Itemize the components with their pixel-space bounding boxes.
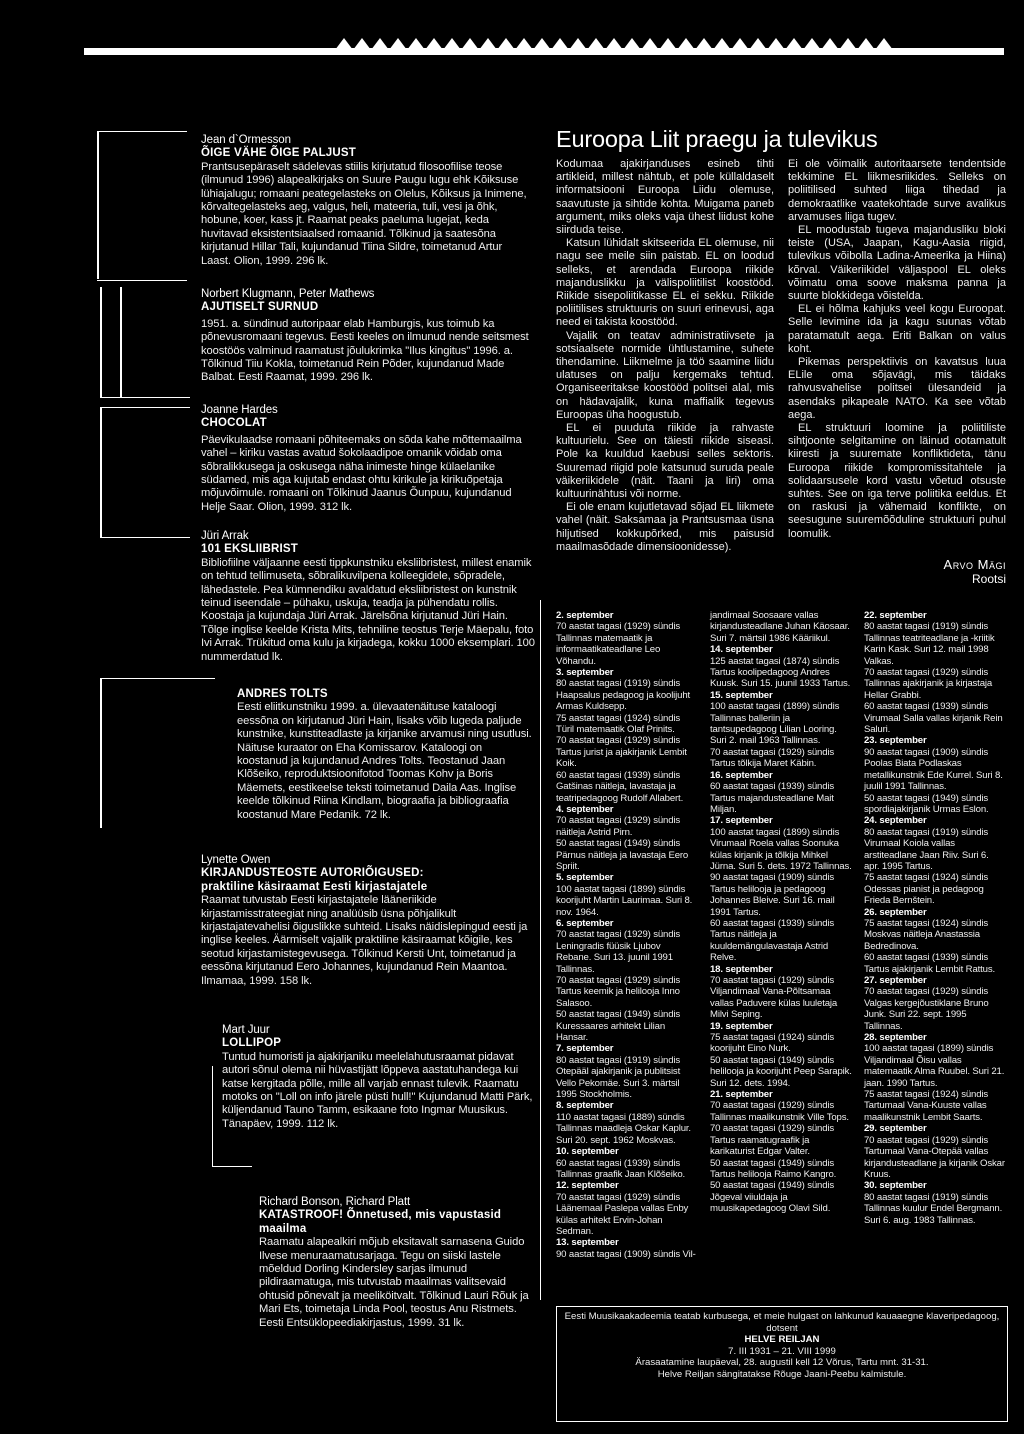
anniversary-date: 21. september	[710, 1089, 773, 1101]
triangle-ornament	[749, 38, 767, 50]
article-column	[556, 158, 774, 554]
notice-intro: Eesti Muusikaakadeemia teatab kurbusega, et meie hulgast on lahkunud kauaaegne klaveripedagoog, dotsent	[564, 1311, 1000, 1334]
anniversary-entry: 70 aastat tagasi (1929) sündis Tallinnas maalikunstnik Ville Tops.	[710, 1100, 849, 1123]
anniversary-entry: 90 aastat tagasi (1909) sündis Vil-	[556, 1248, 696, 1260]
book-review	[259, 1196, 534, 1330]
anniversary-entry: 75 aastat tagasi (1924) sündis Tartumaal Vana-Kuuste vallas maalikunstnik Lembit Saarts.	[864, 1089, 989, 1123]
anniversary-entry: 100 aastat tagasi (1899) sündis Viljandimaal Õisu vallas matemaatik Alma Ruubel. Suri 21. jaan. 1990 Tartus.	[864, 1043, 1005, 1089]
anniversary-entry: 70 aastat tagasi (1929) sündis Tallinnas matemaatik ja informaatikateadlane Leo Võhandu.	[556, 621, 681, 667]
anniversary-entry: 70 aastat tagasi (1929) sündis Tartus keemik ja helilooja Inno Salasoo.	[556, 975, 681, 1009]
triangle-ornament	[695, 38, 713, 50]
anniversary-entry: 60 aastat tagasi (1939) sündis Tartus ajakirjanik Lembit Rattus.	[864, 952, 996, 975]
book-text: Raamat tutvustab Eesti kirjastajatele lääneriikide kirjastamisstrateegiat ning analüüsib üsna põhjalikult kirjastajatevahelisi õiguslikke suhteid. Lisaks näidislepingud eesti ja inglise keeles. Äärmiselt vajalik praktiline käsiraamat kõigile, kes seotud kirjastamistegevusega. Tõlkinud Kersti Unt, toimetanud ja eessõna kirjutanud Eero Johannes, kujundanud Rein Maantoa. Ilmamaa, 1999. 158 lk.	[201, 894, 528, 987]
book-review	[201, 854, 536, 988]
triangle-ornament	[857, 38, 875, 50]
anniversary-entry: 110 aastat tagasi (1889) sündis Tallinnas maadleja Oskar Kaplur. Suri 20. sept. 1962 Moskvas.	[556, 1111, 691, 1146]
anniversary-date: 8. september	[556, 1100, 614, 1112]
triangle-ornament	[875, 38, 893, 50]
anniversary-entry: 80 aastat tagasi (1919) sündis Haapsalus pedagoog ja koolijuht Armas Kuldsepp.	[556, 678, 691, 713]
book-author: Joanne Hardes	[201, 404, 278, 416]
book-author: Richard Bonson, Richard Platt	[259, 1196, 411, 1208]
anniversary-entry: 50 aastat tagasi (1949) sündis Pärnus näitleja ja lavastaja Eero Spriit.	[556, 838, 689, 872]
article-paragraph: Vajalik on teatav administratiivsete ja sotsiaalsete normide ühtlustamine, suhete tihendamine. Liikmelme ja töö saamine liidu ulatuses on palju kergemaks tehtud. Organiseeritakse koostööd politsei alal, mis on hädavajalik, kuna maffialik tegevus Euroopas üha hoogustub.	[556, 329, 774, 421]
anniversary-date: 19. september	[710, 1020, 773, 1032]
triangle-ornament	[335, 38, 353, 50]
anniversary-entry: 75 aastat tagasi (1924) sündis Odessas pianist ja pedagoog Frieda Bernštein.	[864, 872, 989, 907]
anniversary-entry: 80 aastat tagasi (1919) sündis Virumaal Koiola vallas arstiteadlane Jaan Riiv. Suri 6. apr. 1995 Tartus.	[864, 826, 989, 872]
anniversary-entry: 60 aastat tagasi (1939) sündis Gatšinas näitleja, lavastaja ja teatripedagoog Rudolf Allabert.	[556, 769, 684, 804]
margin-rule	[212, 1166, 252, 1167]
triangle-ornament	[551, 38, 569, 50]
anniversary-entry: 75 aastat tagasi (1924) sündis Moskvas näitleja Anastassia Bedredinova.	[864, 917, 989, 952]
anniversary-entry: 70 aastat tagasi (1929) sündis Tartus tõlkija Maret Käbin.	[710, 746, 835, 770]
article-signature	[900, 558, 1006, 586]
book-author: Mart Juur	[222, 1024, 270, 1036]
anniversary-date: 22. september	[864, 610, 927, 621]
book-review	[201, 134, 531, 268]
anniversary-date: 12. september	[556, 1180, 619, 1192]
anniversary-date: 14. september	[710, 644, 773, 656]
book-title: LOLLIPOP	[222, 1037, 282, 1050]
notice-closing: Helve Reiljan sängitatakse Rõuge Jaani-Peebu kalmistule.	[657, 1368, 907, 1380]
article-paragraph: Pikemas perspektiivis on kavatsus luua ELile oma sõjavägi, mis täidaks rahvusvahelise politsei ülesandeid ja asendaks pikapeale NATO. Ka see võtab aega.	[788, 356, 1006, 421]
triangle-ornament	[623, 38, 641, 50]
article-paragraph: Katsun lühidalt skitseerida EL olemuse, nii nagu see meile siin paistab. EL on loodud selleks, et arendada Euroopa riikide majanduslikku ja välispoliitilist koostööd. Riikide sisepoliitikasse EL ei sekku. Riikide poliitilises struktuuris on suuri erinevusi, aga need ei takista koostööd.	[556, 237, 774, 329]
book-title: KATASTROOF! Õnnetused, mis vapustasid maailma	[259, 1209, 502, 1235]
article-paragraph: EL ei hõlma kahjuks veel kogu Euroopat. Selle levimine ida ja kagu suunas võtab paratamatult aega. Eriti Balkan on valus koht.	[788, 303, 1006, 355]
book-author: Norbert Klugmann, Peter Mathews	[201, 288, 375, 300]
triangle-ornament	[461, 38, 479, 50]
anniversary-date: 16. september	[710, 769, 773, 781]
book-author: Jean d`Ormesson	[201, 134, 291, 146]
margin-rule	[100, 407, 190, 408]
anniversary-date: 17. september	[710, 815, 773, 827]
triangle-ornament	[605, 38, 623, 50]
anniversary-date: 3. september	[556, 667, 614, 679]
article-author: Arvo Mägi	[943, 557, 1006, 572]
triangle-ornament	[353, 38, 371, 50]
triangle-ornament	[425, 38, 443, 50]
anniversary-entry: 125 aastat tagasi (1874) sündis Tartus koolipedagoog Andres Kuusk. Suri 15. juunil 1933 Tartus.	[710, 655, 851, 690]
anniversary-entry: 60 aastat tagasi (1939) sündis Virumaal Salla vallas kirjanik Rein Saluri.	[864, 701, 1003, 736]
anniversary-entry: 50 aastat tagasi (1949) sündis Jõgeval viiuldaja ja muusikapedagoog Olavi Sild.	[710, 1180, 835, 1215]
triangle-ornament	[407, 38, 425, 50]
anniversary-entry: 70 aastat tagasi (1929) sündis Tartus raamatugraafik ja karikaturist Edgar Valter.	[710, 1123, 835, 1158]
article-paragraph: EL moodustab tugeva majandusliku bloki teiste (USA, Jaapan, Kagu-Aasia riigid, tulevikus võibolla Ladina-Ameerika ja Hiina) kõrval. Väikeriikidel väljaspool EL oleks võimatu oma soove maksma panna ja suurte blokkidega võistelda.	[788, 224, 1006, 303]
triangle-ornament	[389, 38, 407, 50]
margin-rule	[120, 287, 122, 397]
anniversary-column	[710, 610, 852, 1215]
triangle-ornament	[785, 38, 803, 50]
article-paragraph: Kodumaa ajakirjanduses esineb tihti artikleid, millest nähtub, et pole küllaldaselt informatsiooni Euroopa Liidu olemuse, saavutuste ja sihtide kohta. Muigama paneb argument, miks oleks vaja ühest liidust kohe siirduda teise.	[556, 158, 774, 237]
anniversary-entry: 70 aastat tagasi (1929) sündis Tallinnas ajakirjanik ja kirjastaja Hellar Grabbi.	[864, 667, 993, 701]
book-review	[201, 288, 531, 385]
anniversary-date: 29. september	[864, 1123, 927, 1135]
triangle-ornament	[569, 38, 587, 50]
anniversary-date: 23. september	[864, 735, 927, 747]
anniversary-date: 10. september	[556, 1146, 619, 1158]
anniversary-date: 7. september	[556, 1043, 614, 1055]
triangle-ornament	[713, 38, 731, 50]
anniversary-entry: 70 aastat tagasi (1929) sündis Viljandimaal Vana-Põltsamaa vallas Paduvere külas luuletaja Milvi Seping.	[710, 975, 838, 1021]
margin-rule	[100, 287, 102, 397]
anniversary-date: 4. september	[556, 803, 614, 815]
margin-rule	[97, 280, 187, 281]
book-title: ÕIGE VÄHE ÕIGE PALJUST	[201, 147, 356, 160]
anniversary-date: 2. september	[556, 610, 614, 621]
book-title: KIRJANDUSTEOSTE AUTORIÕIGUSED:	[201, 867, 424, 880]
notice-dates: 7. III 1931 – 21. VIII 1999	[728, 1345, 836, 1357]
book-title: AJUTISELT SURNUD	[201, 301, 319, 314]
column-rule	[540, 600, 541, 1300]
article-title: Euroopa Liit praegu ja tulevikus	[556, 126, 878, 152]
book-title: CHOCOLAT	[201, 417, 267, 430]
triangle-ornament	[767, 38, 785, 50]
anniversary-entry: 60 aastat tagasi (1939) sündis Tallinnas graafik Jaan Klõšeiko.	[556, 1157, 686, 1180]
triangle-ornament	[587, 38, 605, 50]
anniversary-column	[864, 610, 1006, 1226]
triangle-ornament	[479, 38, 497, 50]
anniversary-entry: 90 aastat tagasi (1909) sündis Poolas Biata Podlaskas metallikunstnik Ede Kurrel. Suri 8. juulil 1991 Tallinnas.	[864, 746, 1003, 793]
anniversary-date: 5. september	[556, 872, 614, 884]
anniversary-date: 26. september	[864, 906, 927, 918]
margin-rule	[100, 397, 190, 398]
triangle-ornament	[497, 38, 515, 50]
triangle-ornament	[839, 38, 857, 50]
book-review	[222, 1024, 534, 1131]
book-text: Päevikulaadse romaani põhiteemaks on sõda kahe mõttemaailma vahel – kiriku vastas avatud šokolaadipoe omanik võidab oma sõbralikkusega ja oskusega näha inimeste hinge külaelanike südamed, mis aga kujutab endast ohtu kirikule ja kirikuõpetaja mõjuvõimule. romaani on Tõlkinud Jaanus Õunpuu, kujundanud Helje Saar. Olion, 1999. 312 lk.	[201, 433, 522, 513]
anniversary-entry: 70 aastat tagasi (1929) sündis Leningradis füüsik Ljubov Rebane. Suri 13. juunil 1991 Tallinnas.	[556, 929, 681, 975]
anniversary-entry: 90 aastat tagasi (1909) sündis Tartus helilooja ja pedagoog Johannes Bleive. Suri 16. mail 1991 Tartus.	[710, 872, 835, 918]
triangle-ornament	[371, 38, 389, 50]
anniversary-date: 18. september	[710, 963, 773, 975]
article-paragraph: Ei ole enam kujutletavad sõjad EL liikmete vahel (näit. Saksamaa ja Prantsusmaa üsna hiljutised kokkupõrked, mis paisusid maailmasõdade dimensioonidesse).	[556, 501, 774, 553]
triangle-ornament	[731, 38, 749, 50]
obituary-notice	[556, 1306, 1008, 1422]
margin-rule	[97, 131, 187, 132]
anniversary-entry: jandimaal Soosaare vallas kirjandusteadlane Juhan Käosaar. Suri 7. märtsil 1986 Kääriikul.	[710, 610, 850, 644]
notice-ceremony: Ärasaatamine laupäeval, 28. augustil kell 12 Võrus, Tartu mnt. 31-31.	[635, 1357, 929, 1368]
triangle-ornament	[821, 38, 839, 50]
anniversary-date: 30. september	[864, 1180, 927, 1192]
article-paragraph: Ei ole võimalik autoritaarsete tendentside tekkimine EL liikmesriikides. Selleks on poliitilised suhted liiga tihedad ja demokraatlike vaatekohtade surve avalikus arvamuses liiga tugev.	[788, 158, 1006, 223]
anniversary-date: 27. september	[864, 975, 927, 986]
book-author: Jüri Arrak	[201, 530, 249, 542]
anniversary-entry: 70 aastat tagasi (1929) sündis Tartumaal Vana-Otepää vallas kirjandusteadlane ja kirjanik Oskar Kruus.	[864, 1134, 1005, 1180]
anniversary-date: 6. september	[556, 917, 614, 929]
anniversary-entry: 100 aastat tagasi (1899) sündis Virumaal Roela vallas Soonuka külas kirjanik ja tõlkija Mihkel Jürna. Suri 5. dets. 1972 Tallinnas.	[710, 826, 852, 872]
triangle-ornament	[641, 38, 659, 50]
anniversary-entry: 80 aastat tagasi (1919) sündis Tallinnas teatriteadlane ja -kriitik Karin Kask. Suri 12. mail 1998 Valkas.	[864, 621, 995, 667]
triangle-ornament	[803, 38, 821, 50]
anniversary-entry: 50 aastat tagasi (1949) sündis helilooja ja koorijuht Peep Sarapik. Suri 12. dets. 1994.	[710, 1054, 852, 1089]
anniversary-date: 28. september	[864, 1032, 927, 1044]
anniversary-entry: 70 aastat tagasi (1929) sündis Läänemaal Paslepa vallas Enby külas arhitekt Ervin-Johan Sedman.	[556, 1191, 689, 1237]
article-place: Rootsi	[971, 572, 1006, 586]
article-column	[788, 158, 1006, 541]
margin-rule	[100, 407, 102, 537]
anniversary-entry: 100 aastat tagasi (1899) sündis koorijuht Martin Laurimaa. Suri 8. nov. 1964.	[556, 883, 693, 918]
margin-rule	[100, 537, 190, 538]
anniversary-entry: 80 aastat tagasi (1919) sündis Otepääl ajakirjanik ja publitsist Vello Pekomäe. Suri 3. märtsil 1995 Stockholmis.	[556, 1054, 681, 1101]
anniversary-entry: 70 aastat tagasi (1929) sündis Tartus jurist ja ajakirjanik Lembit Koik.	[556, 735, 687, 770]
anniversary-entry: 100 aastat tagasi (1899) sündis Tallinnas balleriin ja tantsupedagoog Lilian Looring. Suri 2. mail 1963 Tallinnas.	[710, 701, 840, 747]
anniversary-entry: 50 aastat tagasi (1949) sündis spordiajakirjanik Urmas Eslon.	[864, 792, 989, 815]
anniversary-date: 13. september	[556, 1237, 619, 1249]
triangle-ornament	[677, 38, 695, 50]
anniversary-entry: 50 aastat tagasi (1949) sündis Tartus helilooja Raimo Kangro.	[710, 1157, 837, 1180]
triangle-border	[335, 38, 895, 50]
article-paragraph: EL struktuuri loomine ja poliitiliste sihtjoonte selgitamine on läinud ootamatult kiiresti ja suuremate konfliktideta, tänu Euroopa riikide kompromissitahtele ja solidaarsusele kord vastu võetud otsuste suhtes. See on iga terve poliitika eeldus. Et on raskusi ja vähemaid konflikte, on seesugune suuremõõduline struktuuri puhul loomulik.	[788, 422, 1006, 540]
anniversary-date: 15. september	[710, 689, 773, 701]
notice-name: HELVE REILJAN	[744, 1334, 820, 1345]
article-paragraph: EL ei puuduta riikide ja rahvaste kultuurielu. See on täiesti riikide siseasi. Pole ka kuuldud kaebusi selles sektoris. Suuremad riigid pole katsunud suruda peale väikeriikidele (näit. Taani ja Iiri) oma kultuurinähtusi või norme.	[556, 422, 774, 501]
book-text: Eesti eliitkunstniku 1999. a. ülevaatenäituse kataloogi eessõna on kirjutanud Jüri Hain, lisaks võib lugeda paljude kunstnike, kunstiteadlaste ja kirjanike arvamusi ning usutlusi. Näituse kuraator on Eha Komissarov. Kataloogi on koostanud ja kujundanud Andres Tolts. Teostanud Jaan Klõšeiko, reproduktsioonifotod Toomas Kohv ja Boris Mäemets, eestikeelse teksti toimetanud Daila Aas. Inglise keelde tõlkinud Riina Kindlam, biograafia ja bibliograafia koostanud Mare Pedanik. 72 lk.	[237, 701, 532, 821]
book-text: Raamatu alapealkiri mõjub eksitavalt sarnasena Guido Ilvese menuraamatusarjaga. Tegu on siiski lastele mõeldud Dorling Kindersley sarjas ilmunud pildiraamatuga, mis tutvustab maailmas valitsevaid ohtusid põnevalt ja meeliköitvalt. Tõlkinud Lauri Rõuk ja Mari Ets, toimetaja Linda Pool, teostus Anu Ristmets. Eesti Entsüklopeediakirjastus, 1999. 31 lk.	[259, 1236, 529, 1329]
triangle-ornament	[659, 38, 677, 50]
book-review	[201, 404, 531, 514]
book-title: 101 EKSLIIBRIST	[201, 543, 298, 556]
anniversary-entry: 75 aastat tagasi (1924) sündis Türil matemaatik Olaf Prinits.	[556, 712, 681, 736]
book-author: Lynette Owen	[201, 854, 271, 866]
triangle-ornament	[443, 38, 461, 50]
margin-rule	[97, 131, 99, 279]
anniversary-entry: 70 aastat tagasi (1929) sündis Valgas kergejõustiklane Bruno Junk. Suri 22. sept. 1995 Tallinnas.	[864, 986, 989, 1032]
book-text: Tuntud humoristi ja ajakirjaniku meelelahutusraamat pidavat autori sõnul olema nii hüvastijätt lõppeva aastatuhandega kui katse kergitada põlle, mille all varjab ennast tulevik. Raamatu motoks on "Loll on info järele püsti hull!" Kujundanud Matti Pärk, küljendanud Tauno Tamm, esikaane foto Ingmar Muusikus. Tänapäev, 1999. 112 lk.	[222, 1050, 533, 1130]
book-text: 1951. a. sündinud autoripaar elab Hamburgis, kus toimub ka põnevusromaani tegevus. Eesti keeles on ilmunud nende seitsmest koostöös valminud raamatust jõulukrimka "Ilus kingitus" 1996. a. Tõlkinud Tiiu Kokla, toimetanud Rein Põder, kujundanud Made Balbat. Eesti Raamat, 1999. 296 lk.	[201, 317, 529, 384]
margin-rule	[212, 1066, 213, 1166]
book-author: ANDRES TOLTS	[237, 688, 328, 700]
anniversary-entry: 50 aastat tagasi (1949) sündis Kuressaares arhitekt Lilian Hansar.	[556, 1009, 681, 1044]
book-review	[237, 688, 535, 822]
book-text: Bibliofiilne väljaanne eesti tippkunstniku eksliibristest, millest enamik on tehtud tellimuseta, sõbralikuvilpena kolleegidele, sõpradele, lähedastele. Pea kümnendiku avaldatud eksliibristest on kunstnik teinud iseendale – pühaku, uskuja, teadja ja pühendatu rollis. Koostaja ja kujundaja Jüri Arrak. Järelsõna kirjutanud Jüri Hain. Tõlge inglise keelde Krista Mits, tehniline teostus Terje Mäepalu, foto Ivi Arrak. Trükitud oma kulu ja kirjadega, kokku 1000 eksemplari. 100 nummerdatud lk.	[201, 556, 535, 663]
margin-rule	[100, 678, 215, 679]
book-subtitle: praktiline käsiraamat Eesti kirjastajatele	[201, 880, 428, 893]
margin-rule	[100, 678, 102, 828]
anniversary-entry: 80 aastat tagasi (1919) sündis Tallinnas kuulur Endel Bergmann. Suri 6. aug. 1983 Tallinnas.	[864, 1191, 1003, 1226]
anniversary-entry: 75 aastat tagasi (1924) sündis koorijuht Eino Nurk.	[710, 1032, 835, 1055]
anniversary-column	[556, 610, 698, 1260]
anniversary-entry: 60 aastat tagasi (1939) sündis Tartus majandusteadlane Mait Miljan.	[710, 781, 835, 815]
triangle-ornament	[515, 38, 533, 50]
book-review	[201, 530, 536, 664]
triangle-ornament	[533, 38, 551, 50]
anniversary-date: 24. september	[864, 815, 927, 827]
book-text: Prantsusepäraselt sädelevas stiilis kirjutatud filosoofilise teose (ilmunud 1996) alapealkirjaks on Suure Paugu lugu ehk Kõiksuse lühiajalugu; romaani peategelasteks on Olelus, Kõiksus ja Inimene, kõrvaltegelasteks aeg, valgus, heli, mateeria, tuli, vesi ja õhk, hobune, koer, kass jt. Raamat peaks paeluma lugejat, keda huvitavad eksistentsiaalsed romaanid. Tõlkinud ja saatesõna kirjutanud Hillar Tali, kujundanud Tiina Sildre, toimetanud Artur Laast. Olion, 1999. 296 lk.	[201, 160, 527, 267]
anniversary-entry: 60 aastat tagasi (1939) sündis Tartus näitleja ja kuuldemängulavastaja Astrid Relve.	[710, 917, 835, 964]
anniversary-entry: 70 aastat tagasi (1929) sündis näitleja Astrid Pirn.	[556, 815, 681, 838]
